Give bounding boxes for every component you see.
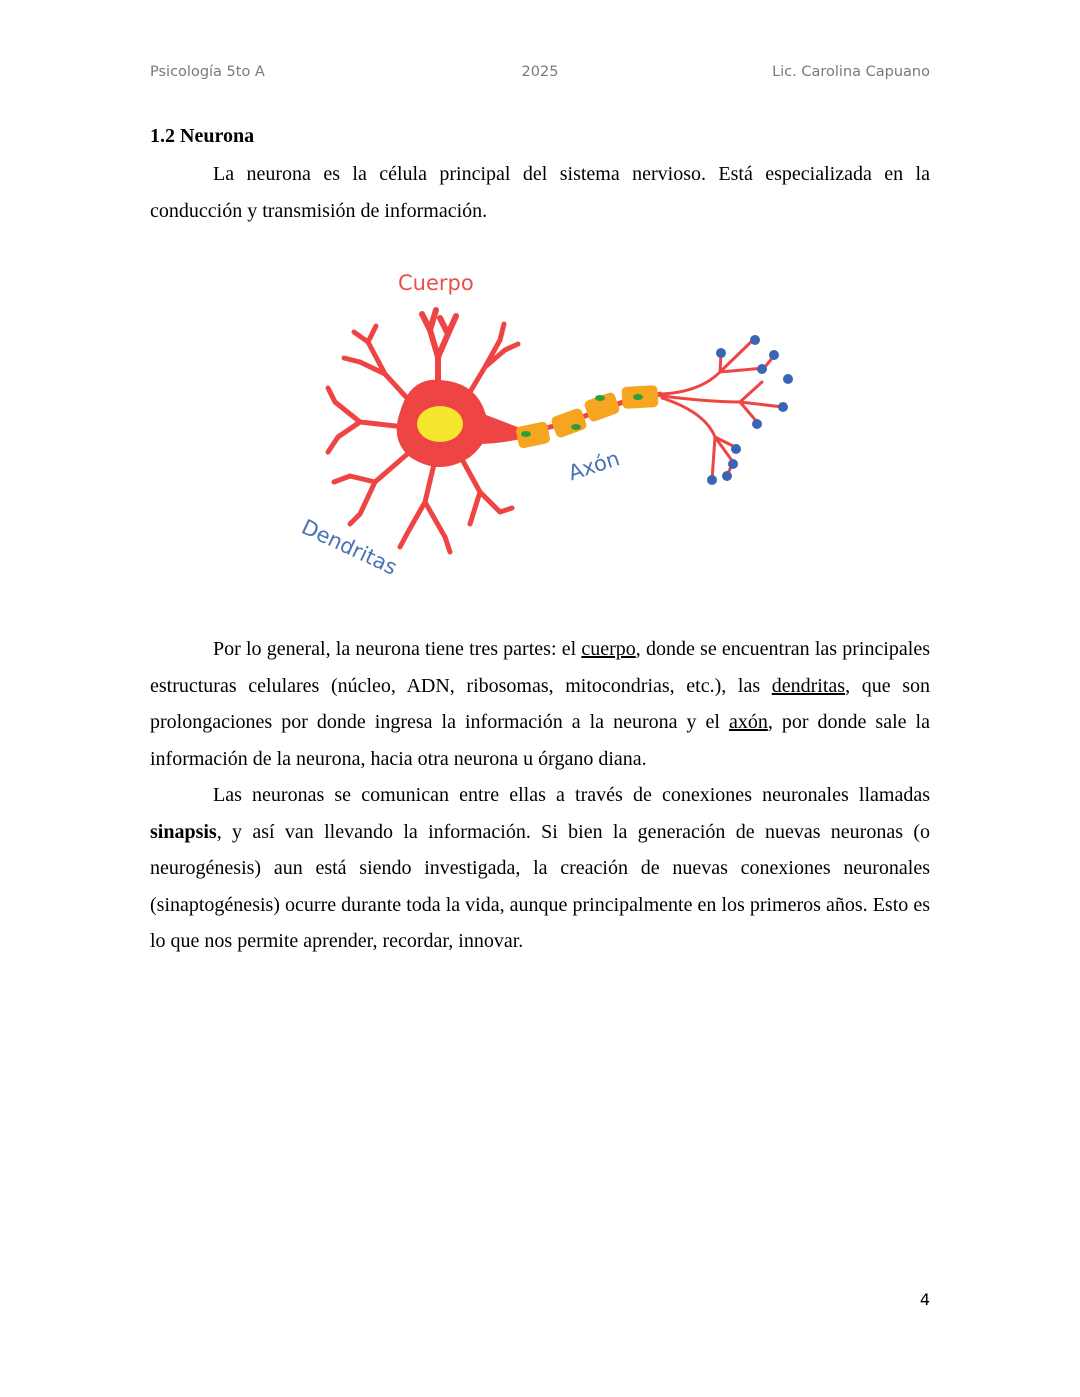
section-title: 1.2 Neurona [150,125,255,147]
parts-text-1: Por lo general, la neurona tiene tres partes: el [213,638,582,660]
synapse-text-2: , y así van llevando la información. Si bien la generación de nuevas neuronas (o neurogénesis) aun está siendo investigada, la creación de nuevas conexiones neuronales (sinaptogénesis) ocurre durante toda la vida, aunque principalmente en los primeros años. Esto es lo que nos permite aprender, recordar, innovar. [150,820,930,952]
parts-text-3: , que son prolongaciones por donde ingresa la información a la neurona y el [150,674,930,733]
parts-text-4: , por donde sale la información de la neurona, hacia otra neurona u órgano diana. [150,711,930,770]
page-number: 4 [919,1290,930,1309]
header-course: Psicología 5to A [150,64,265,80]
synaptic-knobs [707,335,793,485]
header-year: 2025 [521,64,559,80]
label-cuerpo: Cuerpo [398,271,474,295]
neuron-diagram [290,262,810,592]
label-dendritas: Dendritas [297,514,401,580]
synapse-text-1: Las neuronas se comunican entre ellas a través de conexiones neuronales llamadas [213,784,930,806]
synapse-paragraph [150,777,930,960]
term-dendritas: dendritas [771,674,846,697]
label-axon: Axón [565,446,623,486]
nucleus [417,406,463,442]
axon-terminals [662,340,783,480]
intro-block [150,156,930,229]
term-axon: axón [728,711,768,733]
intro-paragraph: La neurona es la célula principal del sistema nervioso. Está especializada en la conducción y transmisión de información. [150,163,930,222]
header-author: Lic. Carolina Capuano [772,64,930,80]
body-block [150,631,930,960]
parts-paragraph [150,631,930,777]
term-cuerpo: cuerpo [581,638,636,660]
term-sinapsis: sinapsis [150,820,217,843]
parts-text-2: , donde se encuentran las principales estructuras celulares (núcleo, ADN, ribosomas, mitocondrias, etc.), las [150,638,930,697]
